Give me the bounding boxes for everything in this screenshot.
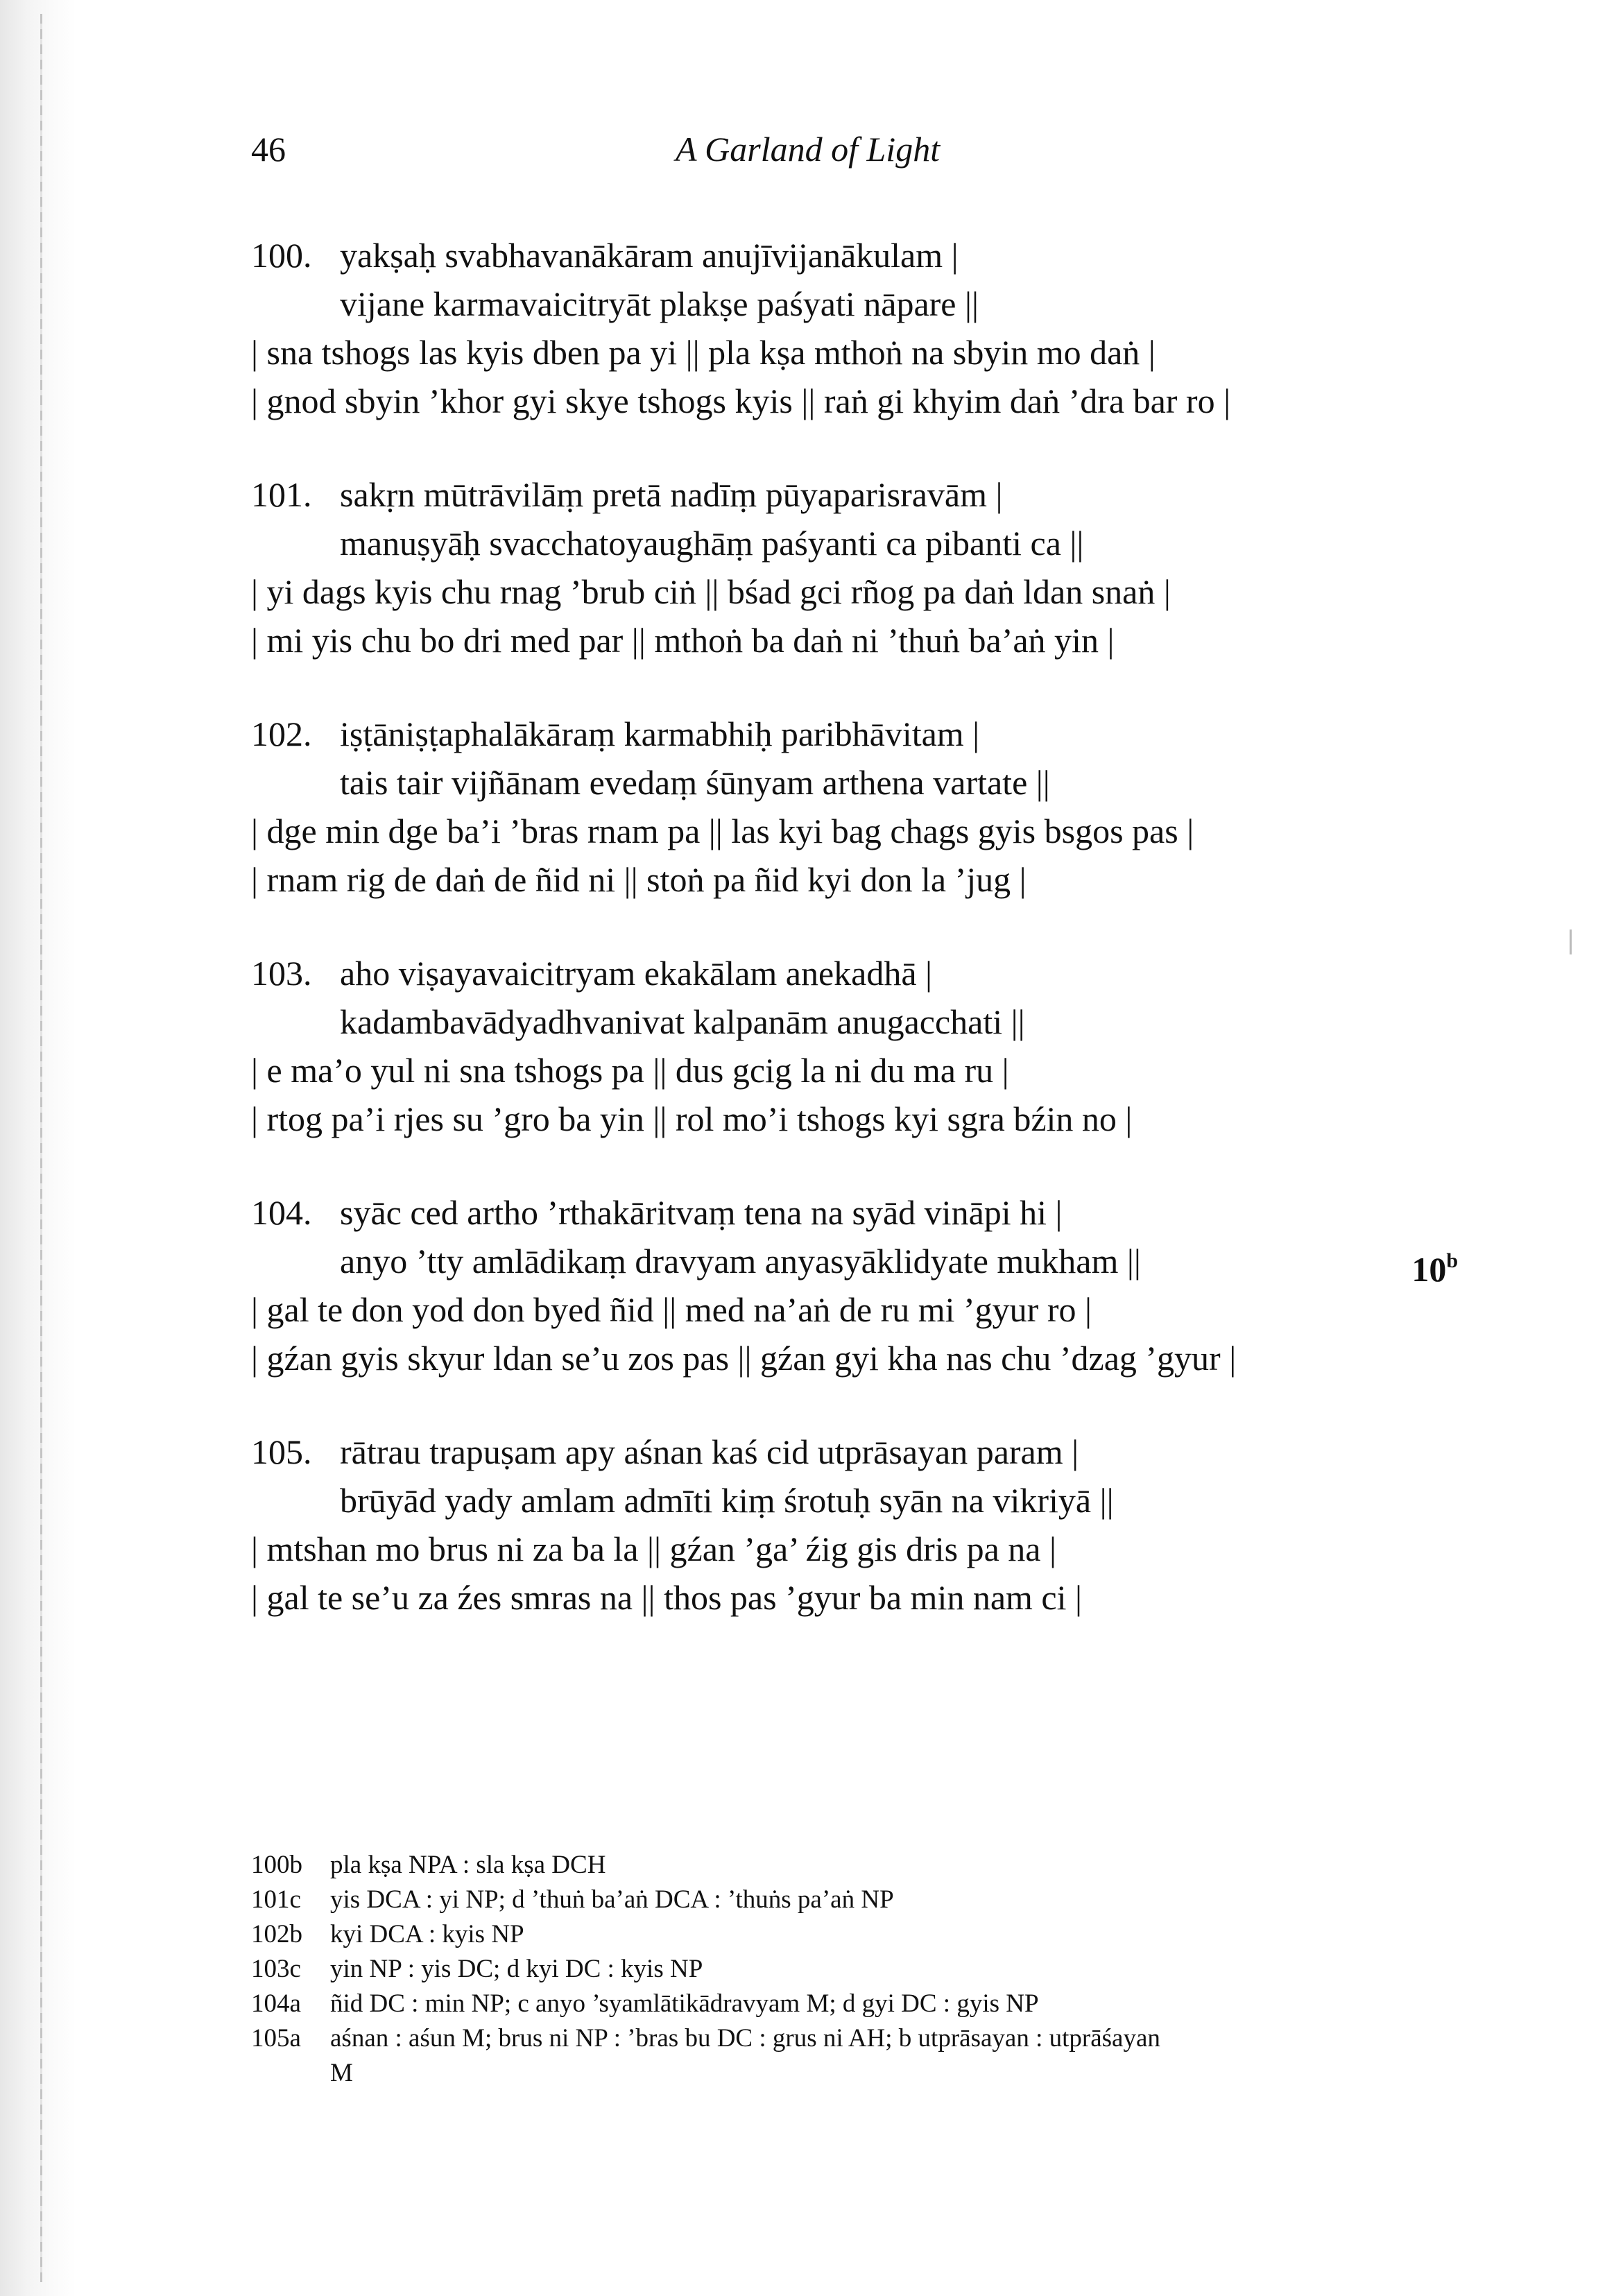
verse-number: 101. — [251, 475, 312, 514]
footnote-text: yin NP : yis DC; d kyi DC : kyis NP — [330, 1955, 703, 1983]
verse-number: 100. — [251, 236, 312, 275]
sanskrit-line-b: vijane karmavaicitryāt plakṣe paśyati nāpare || — [340, 284, 979, 323]
footnote-ref: 102b — [251, 1920, 302, 1948]
footnote-text: aśnan : aśun M; brus ni NP : ’bras bu DC : grus ni AH; b utprāsayan : utprāśayan — [330, 2024, 1160, 2053]
tibetan-line-b: | rtog pa’i rjes su ’gro ba yin || rol mo’i tshogs kyi sgra bźin no | — [251, 1099, 1133, 1138]
footnote-ref: 101c — [251, 1885, 301, 1914]
footnote — [251, 1989, 1472, 2019]
verse-number: 105. — [251, 1432, 312, 1471]
sanskrit-line-b: brūyād yady amlam admīti kiṃ śrotuḥ syān na vikriyā || — [340, 1481, 1114, 1520]
tibetan-line-b: | mi yis chu bo dri med par || mthoṅ ba daṅ ni ’thuṅ ba’aṅ yin | — [251, 621, 1115, 660]
tibetan-line-a: | dge min dge ba’i ’bras rnam pa || las kyi bag chags gyis bsgos pas | — [251, 812, 1194, 850]
footnote — [251, 1850, 1472, 1881]
tibetan-line-a: | mtshan mo brus ni za ba la || gźan ’ga’ źig gis dris pa na | — [251, 1530, 1057, 1568]
sanskrit-line-a: iṣṭāniṣṭaphalākāraṃ karmabhiḥ paribhāvitam | — [340, 714, 980, 753]
sanskrit-line-a: aho viṣayavaicitryam ekakālam anekadhā | — [340, 954, 933, 993]
footnote — [251, 2023, 1472, 2054]
page-number: 46 — [251, 130, 286, 169]
sanskrit-line-a: syāc ced artho ’rthakāritvaṃ tena na syād vināpi hi | — [340, 1193, 1063, 1232]
footnote-continuation: M — [330, 2059, 353, 2087]
tibetan-line-b: | gnod sbyin ’khor gyi skye tshogs kyis || raṅ gi khyim daṅ ’dra bar ro | — [251, 382, 1231, 420]
sanskrit-line-b: kadambavādyadhvanivat kalpanām anugacchati || — [340, 1002, 1025, 1041]
scan-gutter-shadow — [0, 0, 76, 2296]
footnote-ref: 103c — [251, 1955, 301, 1983]
footnote — [251, 1919, 1472, 1950]
binding-edge — [40, 14, 42, 2282]
verse-number: 102. — [251, 714, 312, 753]
tibetan-line-b: | gal te se’u za źes smras na || thos pas ’gyur ba min nam ci | — [251, 1578, 1083, 1617]
tibetan-line-a: | e ma’o yul ni sna tshogs pa || dus gcig la ni du ma ru | — [251, 1051, 1009, 1090]
verse-number: 103. — [251, 954, 312, 993]
footnote-text: kyi DCA : kyis NP — [330, 1920, 524, 1948]
verse-line-1 — [251, 234, 959, 276]
footnote-ref: 105a — [251, 2024, 301, 2053]
footnote-text: yis DCA : yi NP; d ’thuṅ ba’aṅ DCA : ’thuṅs pa’aṅ NP — [330, 1885, 894, 1914]
verse-line-1 — [251, 952, 932, 994]
sanskrit-line-b: manuṣyāḥ svacchatoyaughāṃ paśyanti ca pibanti ca || — [340, 524, 1084, 563]
footnote-ref: 104a — [251, 1989, 301, 2018]
tibetan-line-b: | gźan gyis skyur ldan se’u zos pas || gźan gyi kha nas chu ’dzag ’gyur | — [251, 1339, 1237, 1378]
footnote-ref: 100b — [251, 1851, 302, 1879]
verse-line-1 — [251, 1192, 1063, 1233]
footnote-text: pla kṣa NPA : sla kṣa DCH — [330, 1851, 606, 1879]
sanskrit-line-a: rātrau trapuṣam apy aśnan kaś cid utprāsayan param | — [340, 1432, 1079, 1471]
tibetan-line-b: | rnam rig de daṅ de ñid ni || stoṅ pa ñid kyi don la ’jug | — [251, 860, 1027, 899]
page-header — [251, 129, 1000, 185]
running-title: A Garland of Light — [676, 130, 941, 169]
sanskrit-line-b: anyo ’tty amlādikaṃ dravyam anyasyāklidyate mukham || — [340, 1242, 1141, 1280]
folio-side: b — [1446, 1249, 1458, 1272]
sanskrit-line-a: sakṛn mūtrāvilāṃ pretā nadīṃ pūyaparisravām | — [340, 475, 1003, 514]
folio-marker — [1411, 1240, 1458, 1290]
tibetan-line-a: | sna tshogs las kyis dben pa yi || pla kṣa mthoṅ na sbyin mo daṅ | — [251, 333, 1156, 372]
footnote-text: ñid DC : min NP; c anyo ’syamlātikādravyam M; d gyi DC : gyis NP — [330, 1989, 1039, 2018]
tibetan-line-a: | yi dags kyis chu rnag ’brub ciṅ || bśad gci rñog pa daṅ ldan snaṅ | — [251, 572, 1171, 611]
verse-line-1 — [251, 713, 979, 755]
verse-line-1 — [251, 474, 1003, 515]
footnote — [251, 1954, 1472, 1985]
verse-line-1 — [251, 1431, 1079, 1473]
footnote — [251, 1885, 1472, 1915]
scan-mark — [1570, 929, 1572, 954]
verse-number: 104. — [251, 1193, 312, 1232]
tibetan-line-a: | gal te don yod don byed ñid || med na’aṅ de ru mi ’gyur ro | — [251, 1290, 1092, 1329]
sanskrit-line-a: yakṣaḥ svabhavanākāram anujīvijanākulam | — [340, 236, 959, 275]
folio-number: 10 — [1411, 1250, 1447, 1289]
sanskrit-line-b: tais tair vijñānam evedaṃ śūnyam arthena vartate || — [340, 763, 1050, 802]
